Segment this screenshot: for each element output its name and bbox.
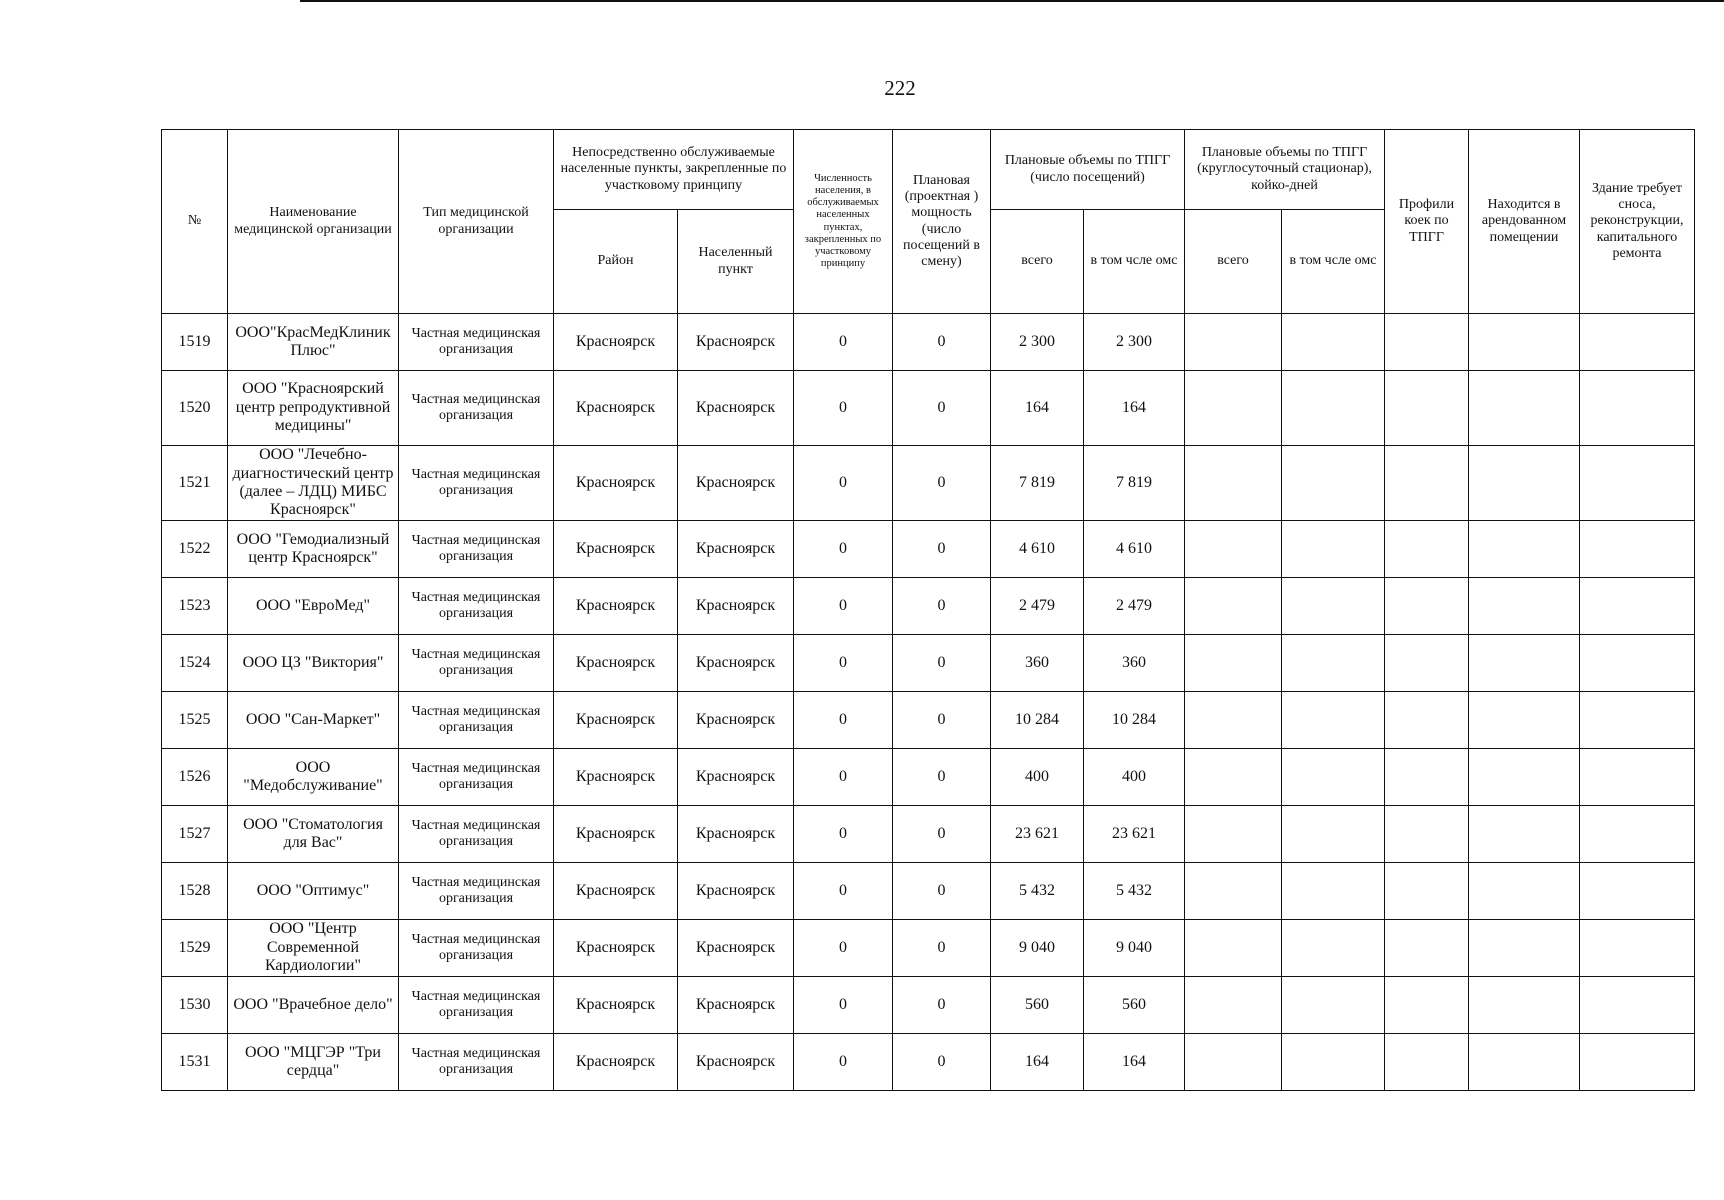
population-cell: 0 [794, 863, 893, 920]
bed-profiles-cell [1385, 692, 1469, 749]
visits-oms-cell: 9 040 [1084, 920, 1185, 977]
bed-profiles-cell [1385, 578, 1469, 635]
rented-premises-cell [1469, 314, 1580, 371]
visits-total-cell: 9 040 [991, 920, 1084, 977]
header-rented-premises: Находится в арендованном помещении [1469, 130, 1580, 314]
visits-total-cell: 560 [991, 977, 1084, 1034]
settlement-cell: Красноярск [678, 578, 794, 635]
visits-total-cell: 2 300 [991, 314, 1084, 371]
bed-profiles-cell [1385, 920, 1469, 977]
table-row [162, 578, 1695, 635]
settlement-cell: Красноярск [678, 692, 794, 749]
visits-oms-cell: 2 300 [1084, 314, 1185, 371]
visits-oms-cell: 164 [1084, 1034, 1185, 1091]
settlement-cell: Красноярск [678, 1034, 794, 1091]
demolition-repair-cell [1580, 692, 1695, 749]
visits-oms-cell: 400 [1084, 749, 1185, 806]
district-cell: Красноярск [554, 863, 678, 920]
visits-oms-cell: 4 610 [1084, 521, 1185, 578]
capacity-cell: 0 [893, 1034, 991, 1091]
settlement-cell: Красноярск [678, 806, 794, 863]
bed-profiles-cell [1385, 863, 1469, 920]
beds-oms-cell [1282, 920, 1385, 977]
rented-premises-cell [1469, 521, 1580, 578]
organization-type-cell: Частная медицинская организация [399, 314, 554, 371]
header-planned-capacity: Плановая (проектная ) мощность (число посещений в смену) [893, 130, 991, 314]
table-row [162, 635, 1695, 692]
beds-total-cell [1185, 977, 1282, 1034]
beds-oms-cell [1282, 521, 1385, 578]
organization-type-cell: Частная медицинская организация [399, 371, 554, 446]
organization-name-cell: ООО "Центр Современной Кардиологии" [228, 920, 399, 977]
row-number-cell: 1524 [162, 635, 228, 692]
capacity-cell: 0 [893, 806, 991, 863]
capacity-cell: 0 [893, 920, 991, 977]
settlement-cell: Красноярск [678, 749, 794, 806]
district-cell: Красноярск [554, 977, 678, 1034]
capacity-cell: 0 [893, 578, 991, 635]
row-number-cell: 1531 [162, 1034, 228, 1091]
capacity-cell: 0 [893, 314, 991, 371]
organization-type-cell: Частная медицинская организация [399, 863, 554, 920]
beds-total-cell [1185, 446, 1282, 521]
page-number: 222 [884, 76, 916, 100]
header-organization-type: Тип медицинской организации [399, 130, 554, 314]
organization-name-cell: ООО "Врачебное дело" [228, 977, 399, 1034]
header-population: Численность населения, в обслуживаемых населенных пунктах, закрепленных по участковому принципу [794, 130, 893, 314]
visits-total-cell: 7 819 [991, 446, 1084, 521]
row-number-cell: 1519 [162, 314, 228, 371]
header-settlement: Населенный пункт [678, 210, 794, 314]
table-row [162, 806, 1695, 863]
district-cell: Красноярск [554, 521, 678, 578]
row-number-cell: 1528 [162, 863, 228, 920]
beds-total-cell [1185, 749, 1282, 806]
organization-type-cell: Частная медицинская организация [399, 1034, 554, 1091]
organization-name-cell: ООО "Сан-Маркет" [228, 692, 399, 749]
facilities-table [161, 129, 1695, 1091]
district-cell: Красноярск [554, 692, 678, 749]
demolition-repair-cell [1580, 920, 1695, 977]
beds-oms-cell [1282, 806, 1385, 863]
row-number-cell: 1525 [162, 692, 228, 749]
population-cell: 0 [794, 578, 893, 635]
population-cell: 0 [794, 692, 893, 749]
district-cell: Красноярск [554, 749, 678, 806]
district-cell: Красноярск [554, 371, 678, 446]
rented-premises-cell [1469, 578, 1580, 635]
settlement-cell: Красноярск [678, 920, 794, 977]
beds-oms-cell [1282, 635, 1385, 692]
population-cell: 0 [794, 371, 893, 446]
header-organization-name: Наименование медицинской организации [228, 130, 399, 314]
header-planned-bed-days: Плановые объемы по ТПГГ (круглосуточный стационар), койко-дней [1185, 130, 1385, 210]
population-cell: 0 [794, 635, 893, 692]
demolition-repair-cell [1580, 863, 1695, 920]
header-visits-oms: в том чсле омс [1084, 210, 1185, 314]
organization-name-cell: ООО "Лечебно-диагностический центр (далее – ЛДЦ) МИБС Красноярск" [228, 446, 399, 521]
visits-total-cell: 10 284 [991, 692, 1084, 749]
demolition-repair-cell [1580, 749, 1695, 806]
table-row [162, 446, 1695, 521]
organization-type-cell: Частная медицинская организация [399, 692, 554, 749]
top-border-line [300, 0, 1724, 2]
demolition-repair-cell [1580, 635, 1695, 692]
organization-name-cell: ООО "Красноярский центр репродуктивной медицины" [228, 371, 399, 446]
row-number-cell: 1527 [162, 806, 228, 863]
table-row [162, 371, 1695, 446]
bed-profiles-cell [1385, 371, 1469, 446]
rented-premises-cell [1469, 749, 1580, 806]
rented-premises-cell [1469, 446, 1580, 521]
organization-name-cell: ООО "ЕвроМед" [228, 578, 399, 635]
beds-oms-cell [1282, 446, 1385, 521]
bed-profiles-cell [1385, 1034, 1469, 1091]
beds-oms-cell [1282, 977, 1385, 1034]
header-planned-visits: Плановые объемы по ТПГГ (число посещений) [991, 130, 1185, 210]
header-row-1 [162, 130, 1695, 210]
capacity-cell: 0 [893, 371, 991, 446]
capacity-cell: 0 [893, 521, 991, 578]
district-cell: Красноярск [554, 446, 678, 521]
row-number-cell: 1520 [162, 371, 228, 446]
population-cell: 0 [794, 806, 893, 863]
demolition-repair-cell [1580, 371, 1695, 446]
demolition-repair-cell [1580, 578, 1695, 635]
organization-type-cell: Частная медицинская организация [399, 749, 554, 806]
district-cell: Красноярск [554, 635, 678, 692]
bed-profiles-cell [1385, 749, 1469, 806]
rented-premises-cell [1469, 806, 1580, 863]
header-number: № [162, 130, 228, 314]
beds-total-cell [1185, 692, 1282, 749]
table-row [162, 1034, 1695, 1091]
bed-profiles-cell [1385, 446, 1469, 521]
header-bed-profiles: Профили коек по ТПГГ [1385, 130, 1469, 314]
beds-oms-cell [1282, 749, 1385, 806]
capacity-cell: 0 [893, 749, 991, 806]
rented-premises-cell [1469, 371, 1580, 446]
population-cell: 0 [794, 749, 893, 806]
table-body [162, 314, 1695, 1091]
beds-total-cell [1185, 806, 1282, 863]
demolition-repair-cell [1580, 806, 1695, 863]
visits-total-cell: 5 432 [991, 863, 1084, 920]
population-cell: 0 [794, 521, 893, 578]
beds-total-cell [1185, 314, 1282, 371]
visits-total-cell: 360 [991, 635, 1084, 692]
bed-profiles-cell [1385, 977, 1469, 1034]
organization-name-cell: ООО"КрасМедКлиник Плюс" [228, 314, 399, 371]
header-beds-total: всего [1185, 210, 1282, 314]
organization-type-cell: Частная медицинская организация [399, 446, 554, 521]
population-cell: 0 [794, 314, 893, 371]
visits-oms-cell: 7 819 [1084, 446, 1185, 521]
organization-type-cell: Частная медицинская организация [399, 806, 554, 863]
row-number-cell: 1530 [162, 977, 228, 1034]
district-cell: Красноярск [554, 578, 678, 635]
rented-premises-cell [1469, 692, 1580, 749]
rented-premises-cell [1469, 920, 1580, 977]
visits-oms-cell: 560 [1084, 977, 1185, 1034]
settlement-cell: Красноярск [678, 371, 794, 446]
settlement-cell: Красноярск [678, 446, 794, 521]
visits-total-cell: 4 610 [991, 521, 1084, 578]
visits-oms-cell: 23 621 [1084, 806, 1185, 863]
settlement-cell: Красноярск [678, 635, 794, 692]
table-row [162, 863, 1695, 920]
table-header [162, 130, 1695, 314]
visits-total-cell: 164 [991, 371, 1084, 446]
beds-total-cell [1185, 863, 1282, 920]
capacity-cell: 0 [893, 635, 991, 692]
rented-premises-cell [1469, 635, 1580, 692]
table-row [162, 749, 1695, 806]
organization-name-cell: ООО "Оптимус" [228, 863, 399, 920]
population-cell: 0 [794, 1034, 893, 1091]
district-cell: Красноярск [554, 314, 678, 371]
visits-total-cell: 400 [991, 749, 1084, 806]
header-demolition-repair: Здание требует сноса, реконструкции, капитального ремонта [1580, 130, 1695, 314]
visits-oms-cell: 164 [1084, 371, 1185, 446]
beds-oms-cell [1282, 692, 1385, 749]
organization-type-cell: Частная медицинская организация [399, 521, 554, 578]
beds-total-cell [1185, 635, 1282, 692]
beds-total-cell [1185, 1034, 1282, 1091]
visits-total-cell: 2 479 [991, 578, 1084, 635]
organization-name-cell: ООО "Стоматология для Вас" [228, 806, 399, 863]
row-number-cell: 1529 [162, 920, 228, 977]
organization-name-cell: ООО ЦЗ "Виктория" [228, 635, 399, 692]
demolition-repair-cell [1580, 1034, 1695, 1091]
demolition-repair-cell [1580, 977, 1695, 1034]
capacity-cell: 0 [893, 446, 991, 521]
demolition-repair-cell [1580, 314, 1695, 371]
bed-profiles-cell [1385, 635, 1469, 692]
beds-total-cell [1185, 578, 1282, 635]
row-number-cell: 1521 [162, 446, 228, 521]
capacity-cell: 0 [893, 692, 991, 749]
beds-oms-cell [1282, 371, 1385, 446]
table-row [162, 521, 1695, 578]
organization-name-cell: ООО "МЦГЭР "Три сердца" [228, 1034, 399, 1091]
district-cell: Красноярск [554, 1034, 678, 1091]
header-beds-oms: в том чсле омс [1282, 210, 1385, 314]
visits-oms-cell: 5 432 [1084, 863, 1185, 920]
capacity-cell: 0 [893, 863, 991, 920]
header-district: Район [554, 210, 678, 314]
settlement-cell: Красноярск [678, 977, 794, 1034]
organization-type-cell: Частная медицинская организация [399, 920, 554, 977]
header-served-settlements: Непосредственно обслуживаемые населенные пункты, закрепленные по участковому принципу [554, 130, 794, 210]
visits-oms-cell: 2 479 [1084, 578, 1185, 635]
settlement-cell: Красноярск [678, 521, 794, 578]
visits-oms-cell: 360 [1084, 635, 1185, 692]
population-cell: 0 [794, 920, 893, 977]
beds-oms-cell [1282, 1034, 1385, 1091]
population-cell: 0 [794, 977, 893, 1034]
beds-total-cell [1185, 920, 1282, 977]
visits-total-cell: 23 621 [991, 806, 1084, 863]
header-visits-total: всего [991, 210, 1084, 314]
organization-type-cell: Частная медицинская организация [399, 635, 554, 692]
rented-premises-cell [1469, 1034, 1580, 1091]
visits-total-cell: 164 [991, 1034, 1084, 1091]
row-number-cell: 1526 [162, 749, 228, 806]
table-row [162, 314, 1695, 371]
beds-oms-cell [1282, 863, 1385, 920]
beds-oms-cell [1282, 578, 1385, 635]
visits-oms-cell: 10 284 [1084, 692, 1185, 749]
beds-oms-cell [1282, 314, 1385, 371]
demolition-repair-cell [1580, 521, 1695, 578]
bed-profiles-cell [1385, 521, 1469, 578]
row-number-cell: 1523 [162, 578, 228, 635]
bed-profiles-cell [1385, 314, 1469, 371]
row-number-cell: 1522 [162, 521, 228, 578]
beds-total-cell [1185, 521, 1282, 578]
rented-premises-cell [1469, 863, 1580, 920]
table-row [162, 692, 1695, 749]
rented-premises-cell [1469, 977, 1580, 1034]
settlement-cell: Красноярск [678, 314, 794, 371]
population-cell: 0 [794, 446, 893, 521]
settlement-cell: Красноярск [678, 863, 794, 920]
table-row [162, 977, 1695, 1034]
beds-total-cell [1185, 371, 1282, 446]
district-cell: Красноярск [554, 920, 678, 977]
organization-name-cell: ООО "Гемодиализный центр Красноярск" [228, 521, 399, 578]
capacity-cell: 0 [893, 977, 991, 1034]
district-cell: Красноярск [554, 806, 678, 863]
table-row [162, 920, 1695, 977]
organization-name-cell: ООО "Медобслуживание" [228, 749, 399, 806]
bed-profiles-cell [1385, 806, 1469, 863]
organization-type-cell: Частная медицинская организация [399, 977, 554, 1034]
organization-type-cell: Частная медицинская организация [399, 578, 554, 635]
demolition-repair-cell [1580, 446, 1695, 521]
